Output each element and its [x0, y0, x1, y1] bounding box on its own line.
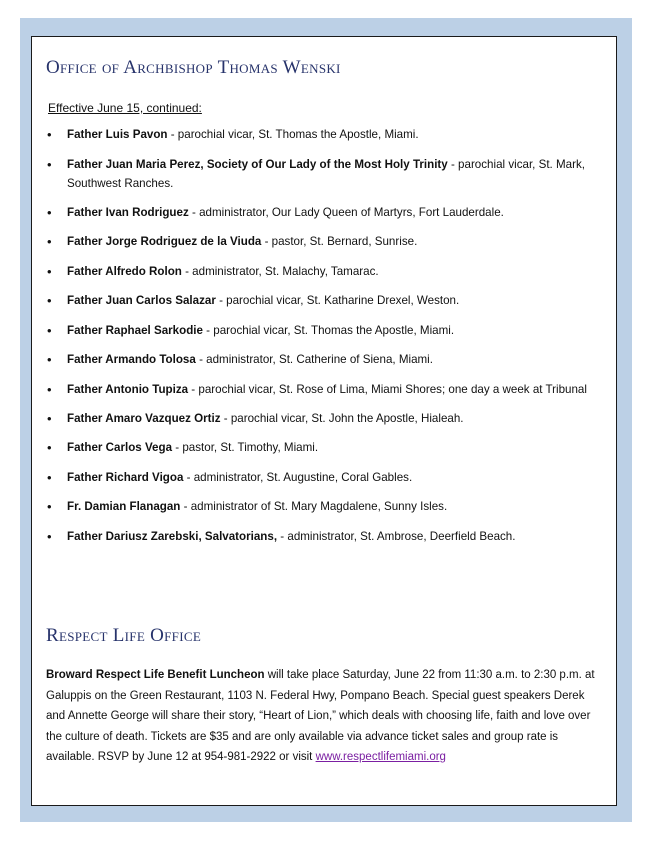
- priest-name: Father Juan Maria Perez, Society of Our Lady of the Most Holy Trinity: [67, 157, 448, 171]
- appointment-detail: - administrator, St. Augustine, Coral Gables.: [183, 470, 413, 484]
- list-item: [32, 380, 592, 399]
- event-name: Broward Respect Life Benefit Luncheon: [46, 669, 265, 681]
- list-item: [32, 468, 592, 487]
- appointment-detail: - pastor, St. Timothy, Miami.: [172, 441, 319, 454]
- list-item: [32, 497, 592, 516]
- list-item: [32, 203, 592, 222]
- list-item: [32, 232, 592, 251]
- appointment-detail: - parochial vicar, St. Mark, Southwest Ranches.: [67, 157, 585, 190]
- list-item: [32, 350, 592, 369]
- list-item: [32, 438, 592, 457]
- list-item: [32, 527, 592, 546]
- list-item: [32, 321, 592, 340]
- appointment-detail: - pastor, St. Bernard, Sunrise.: [261, 235, 418, 248]
- appointment-detail: - parochial vicar, St. Katharine Drexel, Weston.: [215, 294, 460, 307]
- appointment-detail: - parochial vicar, St. Thomas the Apostle, Miami.: [167, 128, 419, 141]
- appointment-detail: - administrator, St. Ambrose, Deerfield Beach.: [277, 529, 516, 543]
- respect-life-website-link[interactable]: www.respectlifemiami.org: [315, 751, 446, 763]
- list-item: [32, 291, 592, 310]
- section-title-archbishop: Office of Archbishop Thomas Wenski: [46, 57, 341, 78]
- appointment-detail: - administrator, St. Malachy, Tamarac.: [181, 264, 379, 278]
- priest-name: Father Raphael Sarkodie: [67, 323, 203, 337]
- priest-name: Fr. Damian Flanagan: [67, 500, 181, 513]
- priest-name: Father Luis Pavon: [67, 128, 168, 141]
- content-box: [31, 36, 617, 806]
- appointment-detail: - parochial vicar, St. Rose of Lima, Miami Shores; one day a week at Tribunal: [188, 382, 587, 396]
- event-details: will take place Saturday, June 22 from 11:30 a.m. to 2:30 p.m. at Galuppis on the Green Restaurant, 1103 N. Federal Hwy, Pompano Beach. Special guest speakers Derek and Annette George will share their story, “Heart of Lion,” which deals with choosing life, faith and love over the culture of death. Tickets are $35 and are only available via advance ticket sales and group rate is available. RSVP by June 12 at 954-981-2922 or visit: [46, 669, 595, 763]
- priest-name: Father Dariusz Zarebski, Salvatorians,: [67, 529, 278, 543]
- appointments-list: [32, 125, 592, 556]
- priest-name: Father Antonio Tupiza: [67, 382, 189, 396]
- appointment-detail: - parochial vicar, St. John the Apostle, Hialeah.: [220, 411, 464, 425]
- list-item: [32, 262, 592, 281]
- priest-name: Father Richard Vigoa: [67, 470, 184, 484]
- priest-name: Father Armando Tolosa: [67, 353, 196, 366]
- list-item: [32, 125, 592, 144]
- appointment-detail: - administrator of St. Mary Magdalene, Sunny Isles.: [180, 500, 448, 513]
- luncheon-announcement: [46, 665, 606, 768]
- section-title-respect-life: Respect Life Office: [46, 625, 202, 646]
- effective-date-subheading: Effective June 15, continued:: [48, 101, 202, 115]
- list-item: [32, 155, 592, 193]
- priest-name: Father Juan Carlos Salazar: [67, 294, 216, 307]
- appointment-detail: - administrator, St. Catherine of Siena, Miami.: [195, 353, 433, 366]
- priest-name: Father Jorge Rodriguez de la Viuda: [67, 235, 262, 248]
- appointment-detail: - administrator, Our Lady Queen of Martyrs, Fort Lauderdale.: [188, 205, 504, 219]
- list-item: [32, 409, 592, 428]
- priest-name: Father Amaro Vazquez Ortiz: [67, 411, 221, 425]
- priest-name: Father Carlos Vega: [67, 441, 173, 454]
- priest-name: Father Ivan Rodriguez: [67, 205, 189, 219]
- priest-name: Father Alfredo Rolon: [67, 264, 182, 278]
- appointment-detail: - parochial vicar, St. Thomas the Apostle, Miami.: [202, 323, 455, 337]
